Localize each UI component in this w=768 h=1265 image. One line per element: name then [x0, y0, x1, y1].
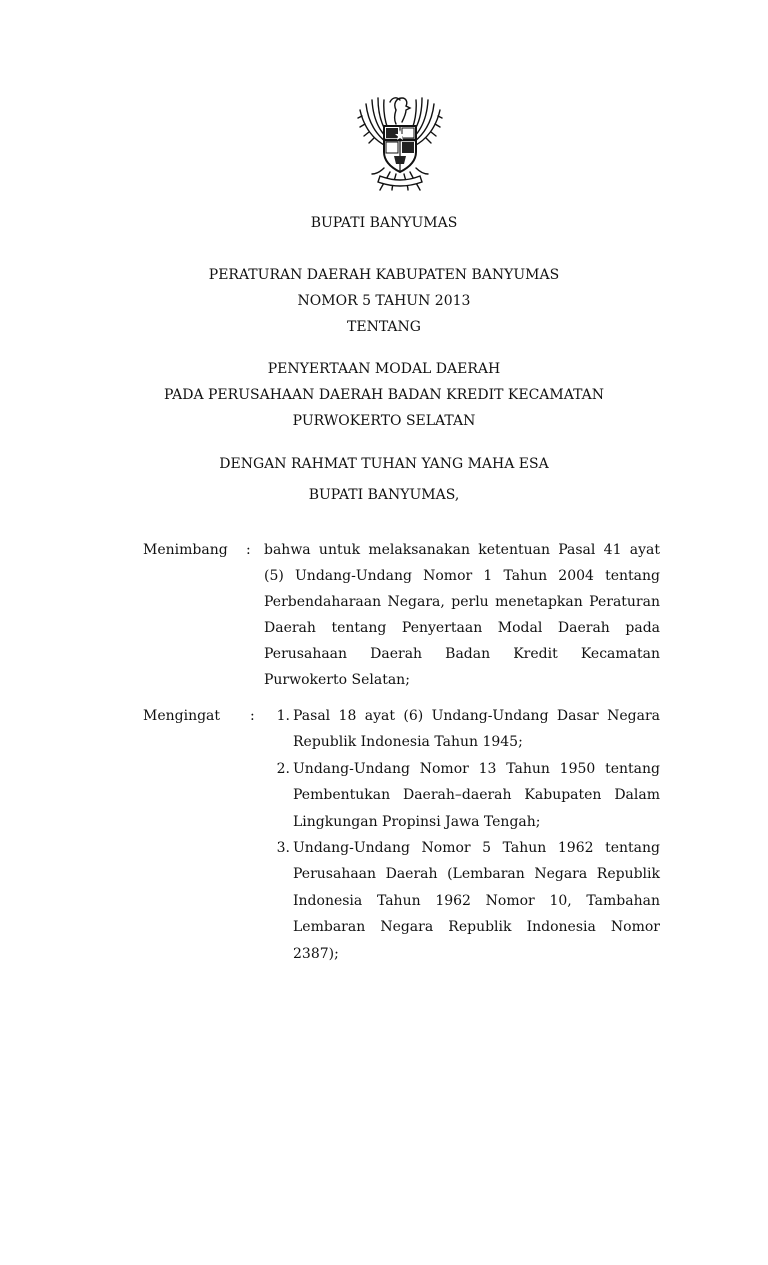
menimbang-text: bahwa untuk melaksanakan ketentuan Pasal 41 ayat (5) Undang-Undang Nomor 1 Tahun 2004 tentang Perbendaharaan Negara, perlu menetapkan Peraturan Daerah tentang Penyertaan Modal Daerah pada Perusahaan Daerah Badan Kredit Kecamatan Purwokerto Selatan; — [264, 542, 660, 688]
subject-line: PURWOKERTO SELATAN — [292, 413, 476, 429]
menimbang-label: Menimbang — [143, 542, 228, 558]
mengingat-colon: : — [250, 708, 255, 724]
mengingat-item — [264, 703, 660, 756]
item-number: 3. — [276, 840, 290, 856]
about-label: TENTANG — [347, 319, 421, 335]
mengingat-item — [264, 756, 660, 835]
mengingat-label: Mengingat — [143, 708, 221, 724]
garuda-emblem — [346, 88, 454, 192]
subject-line: PADA PERUSAHAAN DAERAH BADAN KREDIT KECAMATAN — [163, 387, 604, 403]
item-number: 2. — [276, 761, 290, 777]
regent-title: BUPATI BANYUMAS, — [308, 487, 460, 503]
regulation-title: PERATURAN DAERAH KABUPATEN BANYUMAS — [208, 267, 560, 283]
item-text: Undang-Undang Nomor 5 Tahun 1962 tentang Perusahaan Daerah (Lembaran Negara Republik Indonesia Tahun 1962 Nomor 10, Tambahan Lembaran Negara Republik Indonesia Nomor 2387); — [293, 840, 660, 962]
office-title: BUPATI BANYUMAS — [310, 215, 458, 231]
regulation-number: NOMOR 5 TAHUN 2013 — [297, 293, 471, 309]
menimbang-colon: : — [246, 542, 251, 558]
item-number: 1. — [276, 708, 290, 724]
subject-line: PENYERTAAN MODAL DAERAH — [267, 361, 501, 377]
garuda-emblem-icon — [346, 88, 454, 192]
item-text: Pasal 18 ayat (6) Undang-Undang Dasar Negara Republik Indonesia Tahun 1945; — [293, 708, 660, 751]
blessing-line: DENGAN RAHMAT TUHAN YANG MAHA ESA — [219, 456, 549, 472]
item-text: Undang-Undang Nomor 13 Tahun 1950 tentang Pembentukan Daerah–daerah Kabupaten Dalam Lingkungan Propinsi Jawa Tengah; — [293, 761, 660, 830]
mengingat-item — [264, 835, 660, 967]
